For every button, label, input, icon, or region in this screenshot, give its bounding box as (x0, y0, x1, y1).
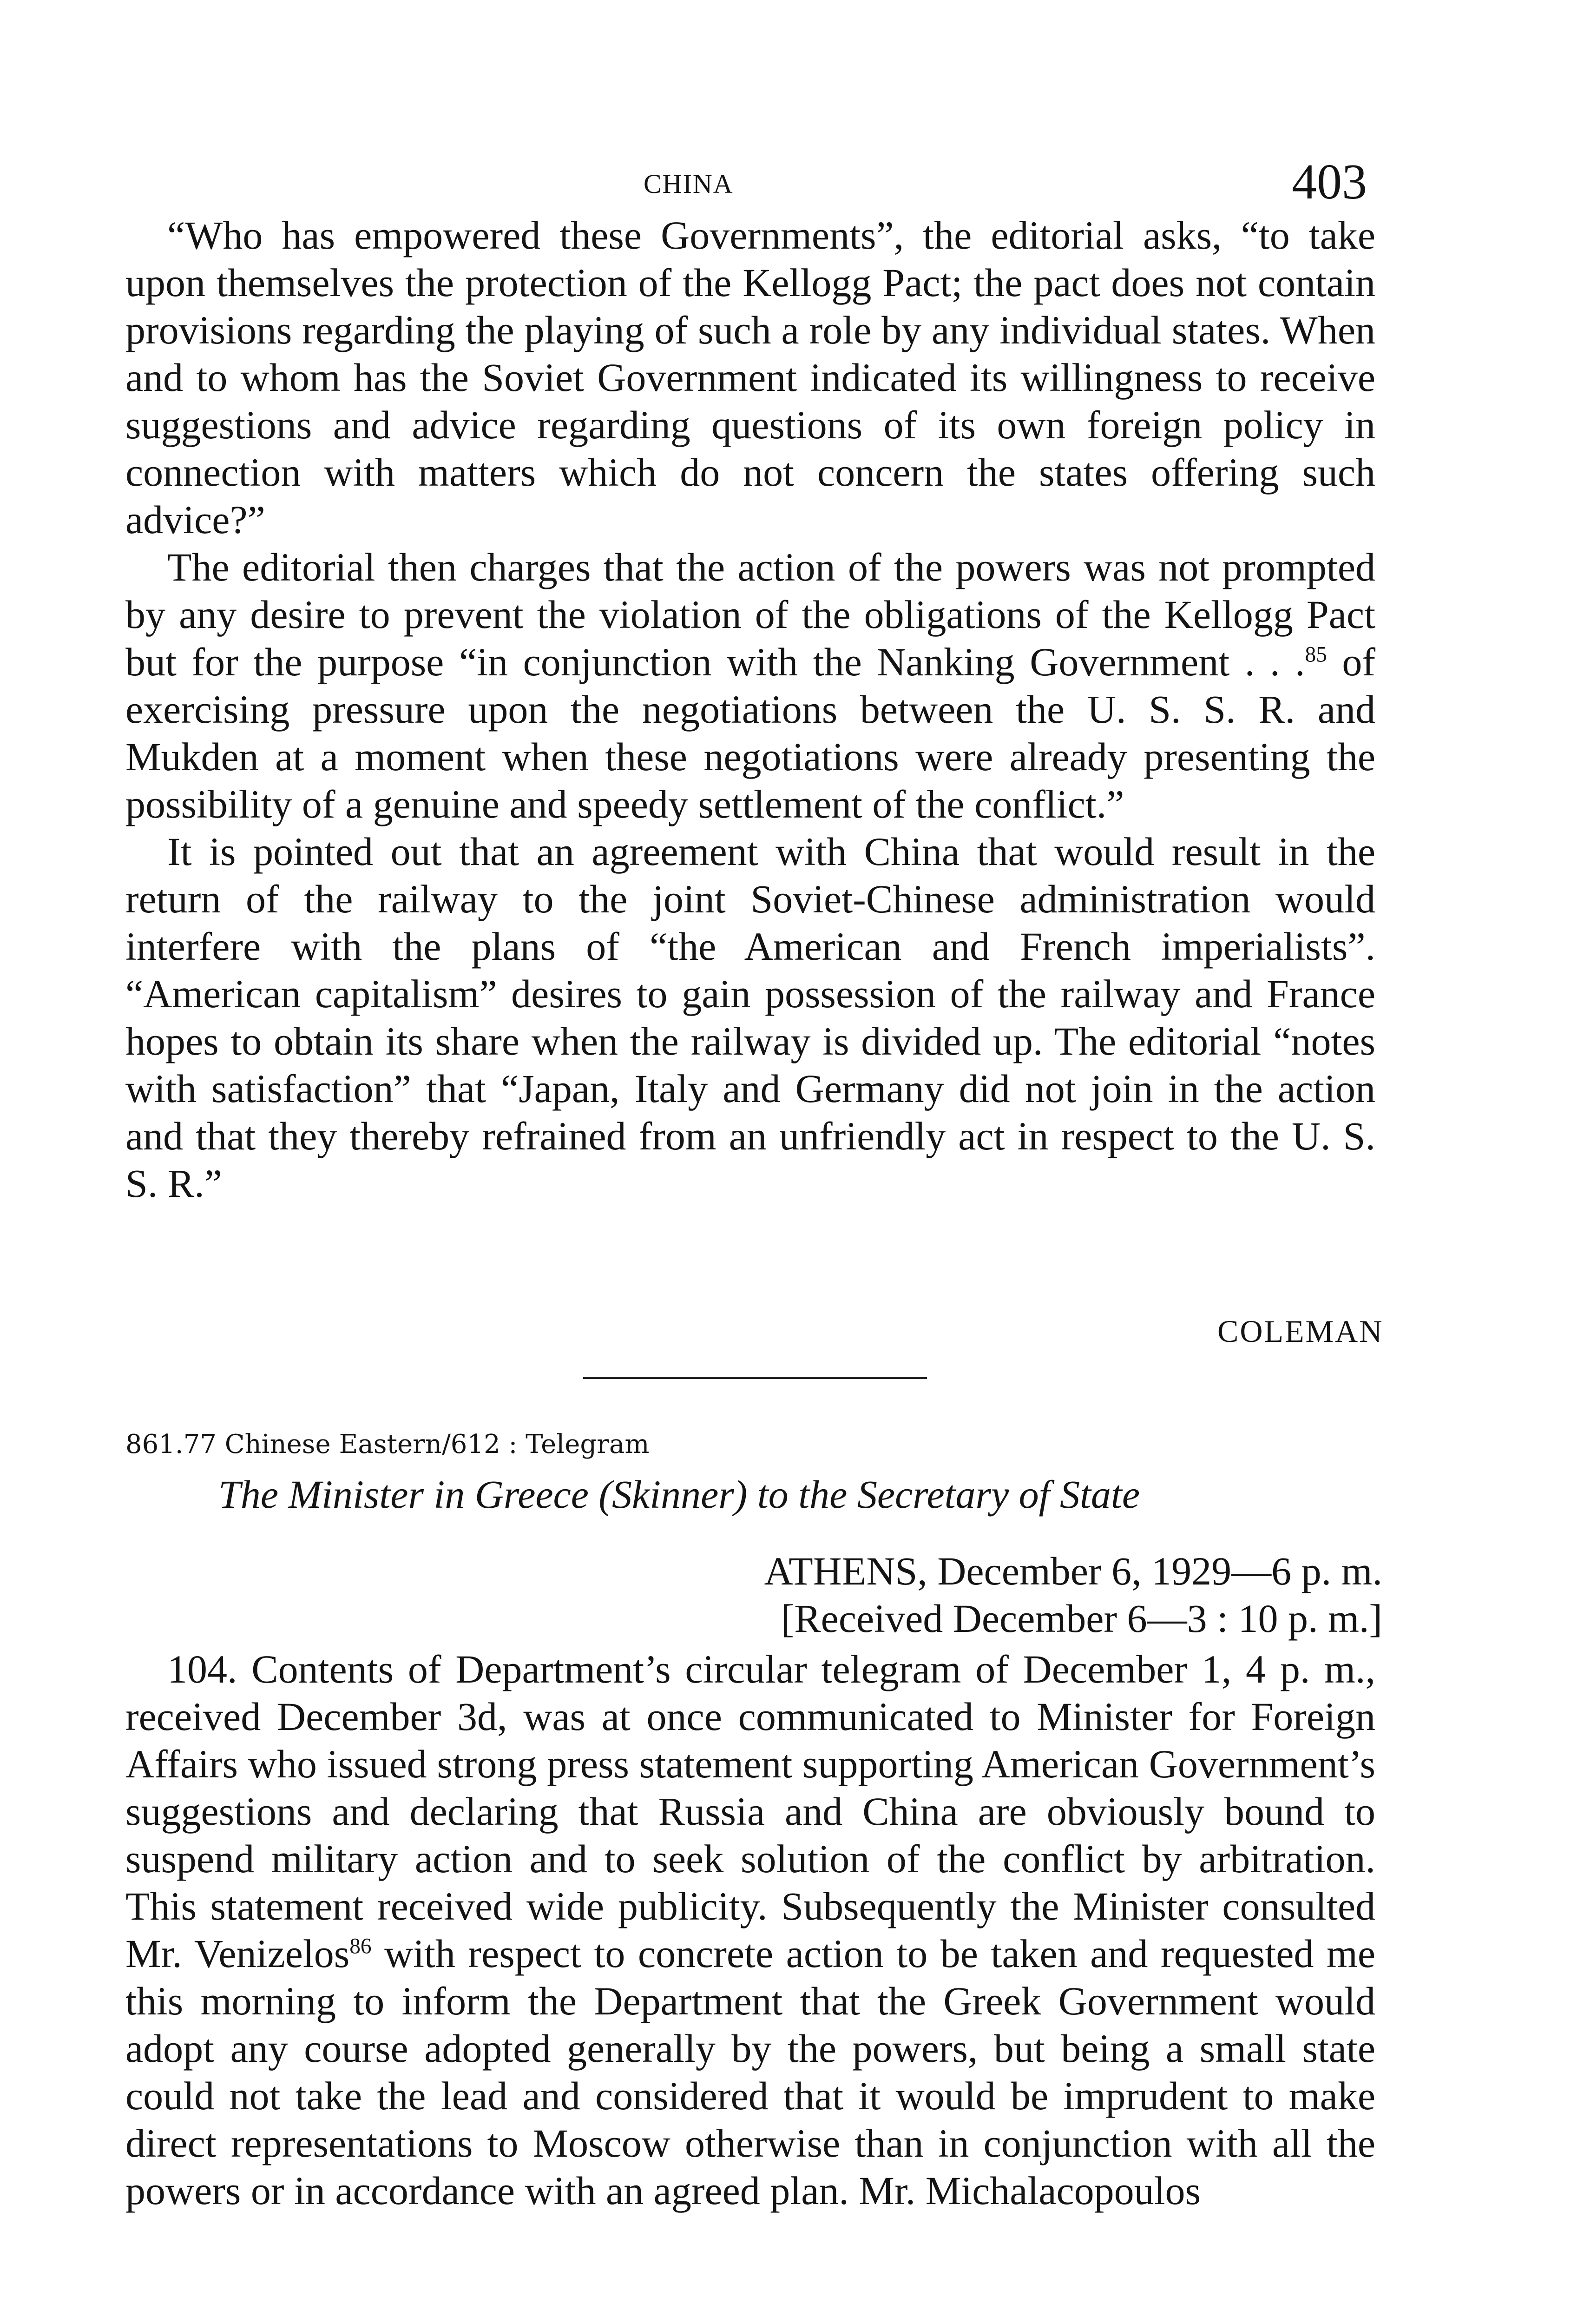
telegram-body (125, 1645, 1375, 2214)
received-line: [Received December 6—3 : 10 p. m.] (781, 1596, 1382, 1641)
signature: COLEMAN (1217, 1314, 1384, 1349)
paragraph-text: The editorial then charges that the action of the powers was not prompted by any desire to prevent the violation of the obligations of the Kellogg Pact but for the purpose “in conjunction with the Nanking Government . . . (125, 545, 1375, 684)
paragraph-text: 104. Contents of Department’s circular telegram of December 1, 4 p. m., received December 3d, was at once communicated to Minister for Foreign Affairs who issued strong press statement supporting American Government’s suggestions and declaring that Russia and China are obviously bound to suspend military action and to seek solution of the conflict by arbitration. This statement received wide publicity. Subsequently the Minister consulted Mr. Venizelos (125, 1647, 1375, 1976)
page-number: 403 (1292, 154, 1367, 210)
editorial-quote-section (125, 211, 1375, 1207)
paragraph: It is pointed out that an agreement with China that would result in the return of the railway to the joint Soviet-Chinese administration would interfere with the plans of “the American and French imperialists”. “American capitalism” desires to gain possession of the railway and France hopes to obtain its share when the railway is divided up. The editorial “notes with satisfaction” that “Japan, Italy and Germany did not join in the action and that they thereby refrained from an unfriendly act in respect to the U. S. S. R.” (125, 829, 1375, 1206)
dateline: ATHENS, December 6, 1929—6 p. m. (764, 1549, 1382, 1593)
footnote-ref-86: 86 (349, 1934, 372, 1959)
document-title: The Minister in Greece (Skinner) to the Secretary of State (218, 1472, 1140, 1517)
file-reference: 861.77 Chinese Eastern/612 : Telegram (125, 1429, 650, 1459)
paragraph (125, 1645, 1375, 2214)
paragraph: “Who has empowered these Governments”, the editorial asks, “to take upon themselves the protection of the Kellogg Pact; the pact does not contain provisions regarding the playing of such a role by any individual states. When and to whom has the Soviet Government indicated its willingness to receive suggestions and advice regarding questions of its own foreign policy in connection with matters which do not concern the states offering such advice?” (125, 213, 1375, 542)
paragraph-text: with respect to concrete action to be taken and requested me this morning to inform the Department that the Greek Government would adopt any course adopted generally by the powers, but being a small state could not take the lead and considered that it would be imprudent to make direct representations to Moscow otherwise than in conjunction with all the powers or in accordance with an agreed plan. Mr. Michalacopoulos (125, 1931, 1375, 2213)
paragraph-text: of exercising pressure upon the negotiations between the U. S. S. R. and Mukden at a moment when these negotiations were already presenting the possibility of a genuine and speedy settlement of the conflict.” (125, 640, 1376, 826)
section-divider (583, 1377, 927, 1379)
running-head-title: CHINA (644, 169, 734, 199)
paragraph (125, 543, 1375, 828)
footnote-ref-85: 85 (1305, 642, 1327, 667)
